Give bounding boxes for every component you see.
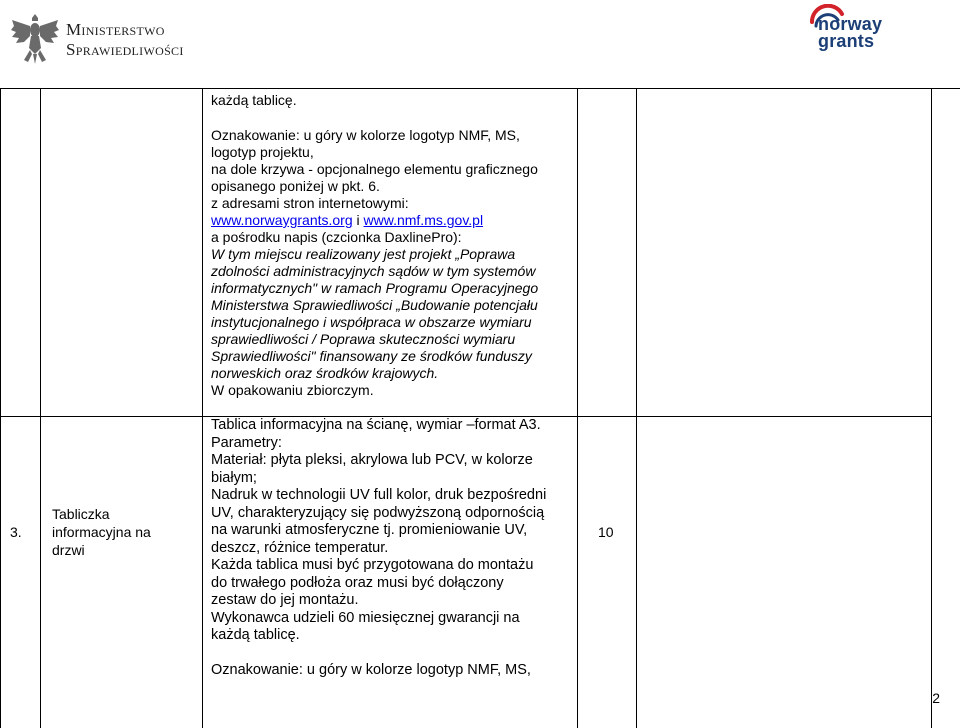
- desc-line: Każda tablica musi być przygotowana do montażu: [211, 557, 534, 573]
- desc-line: z adresami stron internetowymi:: [211, 195, 409, 211]
- desc-line: na warunki atmosferyczne tj. promieniowanie UV,: [211, 522, 528, 538]
- desc-line: Nadruk w technologii UV full kolor, druk bezpośredni: [211, 487, 547, 503]
- desc-italic-line: instytucjonalnego i współpraca w obszarze wymiaru: [211, 314, 532, 330]
- norway-wordmark-line2: grants: [818, 31, 875, 51]
- row-number: 3.: [10, 524, 22, 540]
- ministry-name-line1: Ministerstwo: [66, 20, 165, 39]
- nmf-ms-link[interactable]: www.nmf.ms.gov.pl: [363, 212, 484, 228]
- desc-line: a pośrodku napis (czcionka DaxlinePro):: [211, 229, 462, 245]
- table-col-divider-1: [40, 88, 41, 728]
- item-name-line: Tabliczka: [52, 506, 110, 522]
- desc-italic-line: Ministerstwa Sprawiedliwości „Budowanie potencjału: [211, 297, 538, 313]
- table-col-divider-2: [202, 88, 203, 728]
- desc-italic-line: W tym miejscu realizowany jest projekt „Poprawa: [211, 246, 516, 262]
- desc-line: Tablica informacyjna na ścianę, wymiar –format A3.: [211, 417, 541, 433]
- desc-line: na dole krzywa - opcjonalnego elementu graficznego: [211, 161, 538, 177]
- desc-italic-line: informatycznych" w ramach Programu Operacyjnego: [211, 280, 539, 296]
- desc-line: Oznakowanie: u góry w kolorze logotyp NMF, MS,: [211, 661, 531, 678]
- desc-line: opisanego poniżej w pkt. 6.: [211, 178, 380, 194]
- norway-grants-wordmark: [818, 16, 882, 50]
- desc-line: W opakowaniu zbiorczym.: [211, 382, 374, 398]
- desc-italic-line: sprawiedliwości / Poprawa skuteczności wymiaru: [211, 331, 516, 347]
- row-item-name: [52, 505, 172, 559]
- item-name-line: drzwi: [52, 542, 85, 558]
- ministry-name: [66, 20, 184, 60]
- ministry-eagle-emblem-icon: [10, 10, 60, 66]
- desc-line: Materiał: płyta pleksi, akrylowa lub PCV, w kolorze: [211, 452, 533, 468]
- norway-wordmark-line1: norway: [818, 14, 883, 34]
- desc-line: zestaw do jej montażu.: [211, 592, 359, 608]
- desc-line: Oznakowanie: u góry w kolorze logotyp NMF, MS,: [211, 127, 520, 143]
- website-links: [211, 212, 581, 229]
- page-number: 2: [932, 690, 940, 706]
- norwaygrants-link[interactable]: www.norwaygrants.org: [211, 212, 353, 228]
- desc-line: każdą tablicę.: [211, 627, 300, 643]
- ministry-name-line2: Sprawiedliwości: [66, 40, 184, 59]
- desc-italic-line: norweskich oraz środków krajowych.: [211, 365, 439, 381]
- desc-line: Parametry:: [211, 434, 282, 451]
- specification-table: [0, 88, 960, 728]
- desc-line: deszcz, różnice temperatur.: [211, 539, 389, 556]
- desc-line: Wykonawca udzieli 60 miesięcznej gwarancji na: [211, 609, 520, 626]
- row-quantity: 10: [598, 524, 614, 540]
- link-separator: i: [352, 212, 364, 228]
- description-upper: [211, 92, 581, 399]
- desc-line: białym;: [211, 469, 257, 486]
- desc-line: do trwałego podłoża oraz musi być dołączony: [211, 574, 504, 591]
- desc-italic-line: zdolności administracyjnych sądów w tym systemów: [211, 263, 536, 279]
- table-border-right: [931, 88, 932, 728]
- description-lower: [211, 417, 571, 679]
- desc-italic-line: Sprawiedliwości" finansowany ze środków funduszy: [211, 348, 532, 364]
- item-name-line: informacyjna na: [52, 524, 151, 540]
- desc-line: UV, charakteryzujący się podwyższoną odpornością: [211, 504, 545, 521]
- table-border-left: [0, 88, 1, 728]
- desc-line: każdą tablicę.: [211, 92, 297, 108]
- desc-line: logotyp projektu,: [211, 144, 314, 160]
- table-top-border: [0, 88, 960, 89]
- table-col-divider-4: [636, 88, 637, 728]
